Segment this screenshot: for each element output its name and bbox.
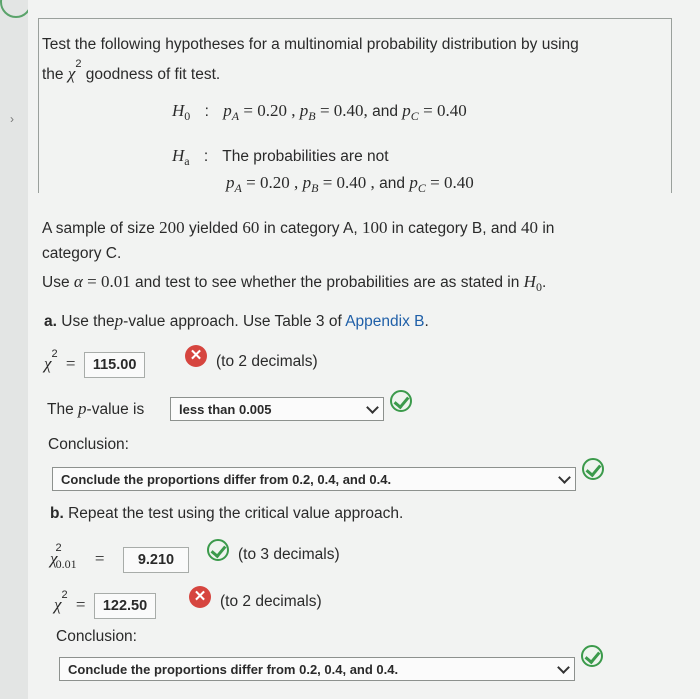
appendix-b-link[interactable]: Appendix B (345, 313, 425, 330)
chevron-down-icon (366, 401, 379, 414)
critical-value-row: $\chi^2_{0.01} = 9.210$ (50, 545, 189, 574)
part-b-chi-row: $\chi^2 = 122.50$ (54, 591, 156, 619)
conclusion-label-a: Conclusion: (48, 436, 129, 453)
conclusion-label-b: Conclusion: (56, 628, 137, 645)
critical-value-input[interactable]: 9.210 (123, 547, 189, 573)
correct-icon (390, 390, 412, 412)
crit-hint: (to 3 decimals) (238, 546, 340, 563)
sample-line-3: Use α = 0.01 and test to see whether the probabilities are as stated in $H_0$. (42, 272, 547, 295)
chi-square-input-b[interactable]: 122.50 (94, 593, 156, 619)
intro-line-1: Test the following hypotheses for a multinomial probability distribution by using (42, 36, 579, 53)
alt-hypothesis-line-1: $H_a$ : The probabilities are not (172, 146, 389, 169)
part-a-chi-row: $\chi^2 = 115.00$ (44, 350, 145, 378)
pvalue-label: The p-value is (47, 399, 145, 418)
chevron-down-icon (558, 471, 571, 484)
sample-line-2: category C. (42, 245, 122, 262)
correct-icon (582, 458, 604, 480)
chi-hint-a: (to 2 decimals) (216, 353, 318, 370)
conclusion-select-a[interactable]: Conclude the proportions differ from 0.2, 0.4, and 0.4. (52, 467, 576, 491)
incorrect-icon: ✕ (185, 345, 207, 367)
intro-line-2: the $\chi^2$ goodness of fit test. (42, 58, 221, 84)
chevron-down-icon (557, 661, 570, 674)
chi-hint-b: (to 2 decimals) (220, 593, 322, 610)
incorrect-icon: ✕ (189, 586, 211, 608)
margin-mark: › (10, 112, 14, 126)
null-hypothesis: $H_0$ : $p_A = 0.20$ , $p_B = 0.40$, and $p_C = 0.40$ (172, 101, 467, 124)
sample-line-1: A sample of size 200 yielded 60 in category A, 100 in category B, and 40 in (42, 218, 555, 237)
part-b-title: b. Repeat the test using the critical value approach. (50, 505, 404, 522)
correct-icon (581, 645, 603, 667)
conclusion-select-b[interactable]: Conclude the proportions differ from 0.2, 0.4, and 0.4. (59, 657, 575, 681)
alt-hypothesis-line-2: $p_A = 0.20$ , $p_B = 0.40$ , and $p_C = 0.40$ (226, 173, 474, 196)
part-a-title: a. Use thep-value approach. Use Table 3 of Appendix B. (44, 311, 429, 330)
correct-icon (207, 539, 229, 561)
left-margin (0, 0, 28, 699)
pvalue-select[interactable]: less than 0.005 (170, 397, 384, 421)
chi-square-input-a[interactable]: 115.00 (84, 352, 146, 378)
